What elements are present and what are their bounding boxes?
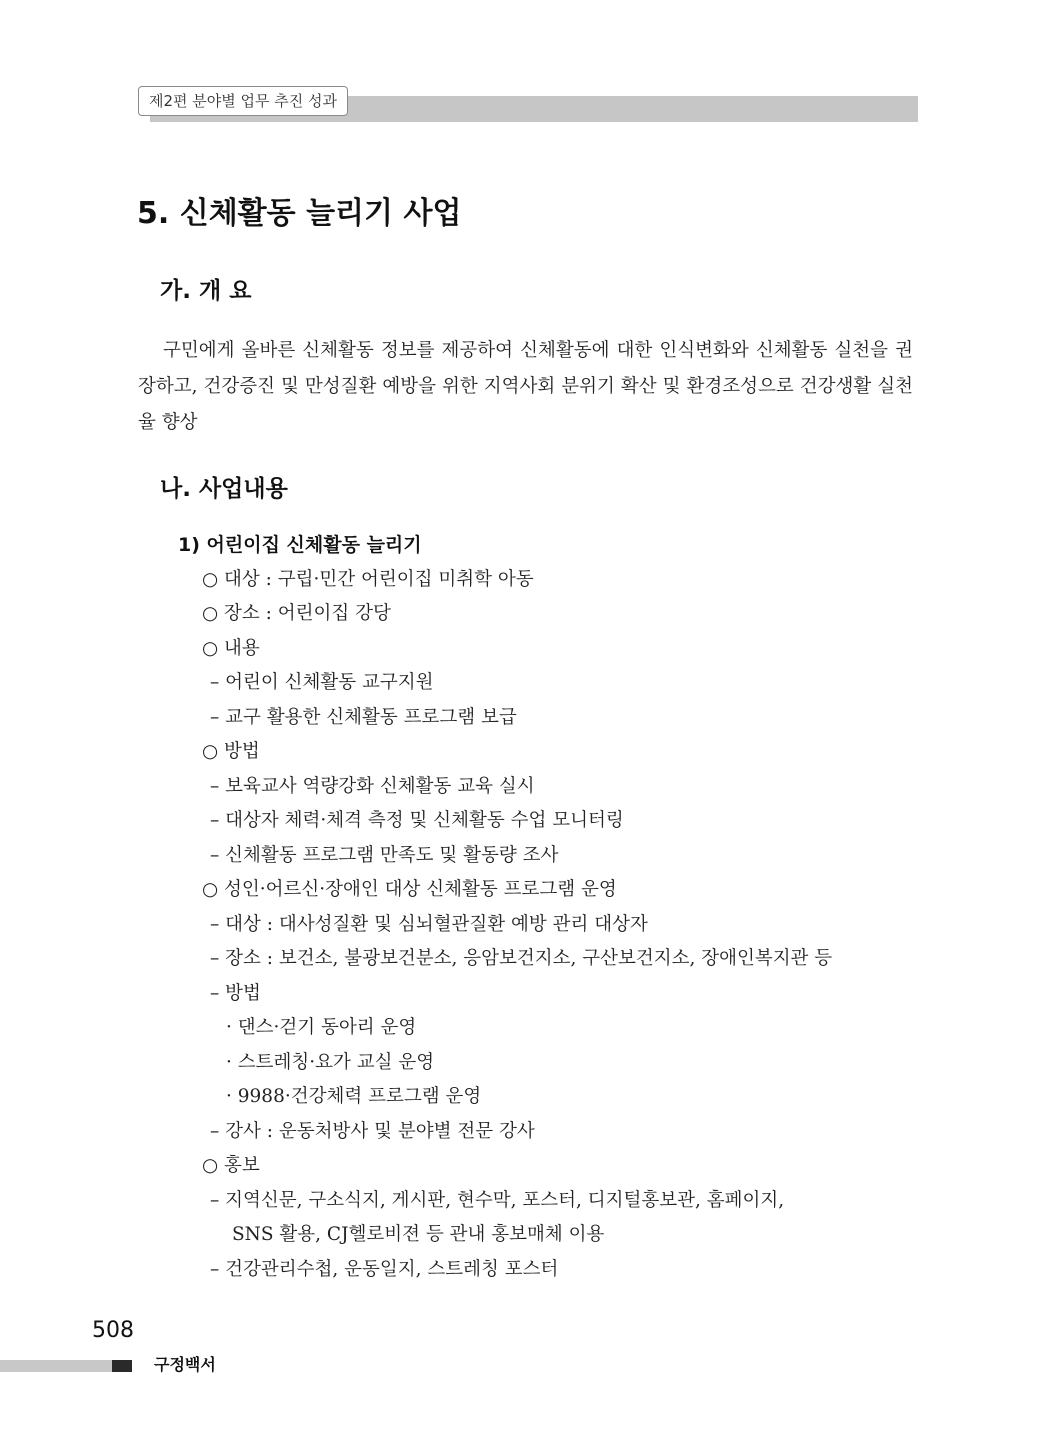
list-item: ○ 장소 : 어린이집 강당 bbox=[202, 603, 391, 624]
list-item: – 교구 활용한 신체활동 프로그램 보급 bbox=[210, 706, 517, 728]
list-item: – 대상자 체력·체격 측정 및 신체활동 수업 모니터링 bbox=[210, 810, 624, 831]
list-item: · 스트레칭·요가 교실 운영 bbox=[226, 1051, 435, 1073]
list-item: – 건강관리수첩, 운동일지, 스트레칭 포스터 bbox=[210, 1258, 559, 1280]
page-number: 508 bbox=[92, 1318, 134, 1343]
list-item: – 대상 : 대사성질환 및 심뇌혈관질환 예방 관리 대상자 bbox=[210, 913, 648, 935]
list-item: – 방법 bbox=[210, 982, 261, 1004]
list-item: – 장소 : 보건소, 불광보건분소, 응암보건지소, 구산보건지소, 장애인복지관 등 bbox=[210, 948, 833, 969]
list-item: · 9988·건강체력 프로그램 운영 bbox=[226, 1086, 482, 1107]
list-item: ○ 성인·어르신·장애인 대상 신체활동 프로그램 운영 bbox=[202, 879, 617, 900]
book-title: 구정백서 bbox=[154, 1355, 216, 1374]
part-label: 제2편 분야별 업무 추진 성과 bbox=[138, 86, 348, 116]
list-item: ○ 홍보 bbox=[202, 1155, 260, 1176]
business-heading: 나. 사업내용 bbox=[160, 476, 288, 502]
item-title: 1) 어린이집 신체활동 늘리기 bbox=[178, 534, 422, 556]
list-item: – 지역신문, 구소식지, 게시판, 현수막, 포스터, 디지털홍보관, 홈페이지, bbox=[210, 1189, 785, 1211]
list-item: – 보육교사 역량강화 신체활동 교육 실시 bbox=[210, 775, 535, 797]
list-item: – 어린이 신체활동 교구지원 bbox=[210, 672, 434, 693]
business-content bbox=[0, 528, 1053, 1287]
overview-paragraph: 구민에게 올바른 신체활동 정보를 제공하여 신체활동에 대한 인식변화와 신체활동 실천을 권장하고, 건강증진 및 만성질환 예방을 위한 지역사회 분위기 확산 및 환경조성으로 건강생활 실천율 향상 bbox=[138, 340, 913, 433]
list-item: – 강사 : 운동처방사 및 분야별 전문 강사 bbox=[210, 1120, 535, 1142]
list-item: · 댄스·걷기 동아리 운영 bbox=[226, 1017, 417, 1038]
footer-bar bbox=[0, 1360, 112, 1372]
list-item: – 신체활동 프로그램 만족도 및 활동량 조사 bbox=[210, 844, 559, 866]
list-item: SNS 활용, CJ헬로비젼 등 관내 홍보매체 이용 bbox=[232, 1224, 605, 1245]
footer-block bbox=[112, 1360, 132, 1372]
list-item: ○ 내용 bbox=[202, 637, 260, 659]
list-item: ○ 대상 : 구립·민간 어린이집 미취학 아동 bbox=[202, 568, 534, 590]
overview-heading: 가. 개 요 bbox=[160, 278, 252, 304]
list-item: ○ 방법 bbox=[202, 741, 260, 762]
section-title: 5. 신체활동 늘리기 사업 bbox=[137, 196, 462, 231]
